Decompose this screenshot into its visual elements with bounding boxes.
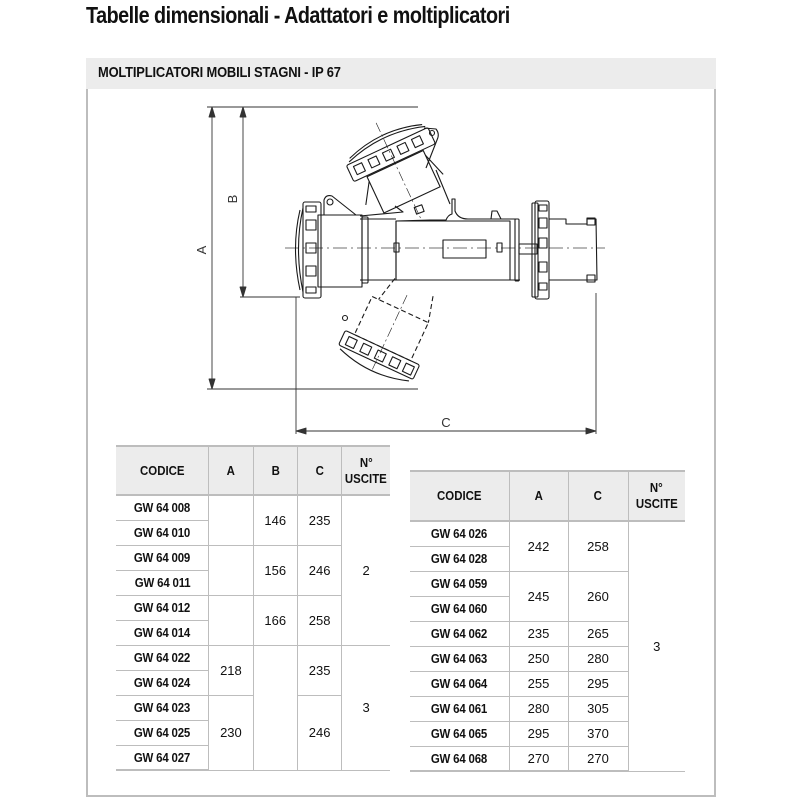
cell-c: 270 [568, 746, 628, 771]
cell-codice: GW 64 064 [410, 671, 509, 696]
dimensions-table-3-outlets [410, 470, 685, 772]
cell-codice: GW 64 028 [410, 546, 509, 571]
col-header-codice: CODICE [410, 471, 509, 521]
page-title: Tabelle dimensionali - Adattatori e moltiplicatori [86, 2, 510, 28]
dimension-label-a: A [194, 245, 209, 255]
cell-c: 265 [568, 621, 628, 646]
main-body [360, 199, 520, 280]
cell-codice: GW 64 061 [410, 696, 509, 721]
col-header-a: A [209, 446, 253, 495]
dimensions-table-2-3-outlets [116, 445, 390, 771]
cell-c: 246 [297, 545, 341, 595]
cell-b [253, 645, 297, 770]
cell-c: 258 [568, 521, 628, 571]
cell-a: 242 [509, 521, 568, 571]
table-row [410, 521, 685, 546]
section-title: MOLTIPLICATORI MOBILI STAGNI - IP 67 [98, 64, 341, 81]
cell-codice: GW 64 060 [410, 596, 509, 621]
dimension-label-c: C [441, 415, 451, 430]
cell-codice: GW 64 026 [410, 521, 509, 546]
cell-c: 260 [568, 571, 628, 621]
cell-codice: GW 64 022 [116, 645, 209, 670]
cell-a: 235 [509, 621, 568, 646]
cell-uscite: 3 [628, 521, 685, 771]
cell-codice: GW 64 068 [410, 746, 509, 771]
cell-codice: GW 64 065 [410, 721, 509, 746]
col-header-uscite: N° USCITE [342, 446, 390, 495]
cell-codice: GW 64 012 [116, 595, 209, 620]
cell-a: 255 [509, 671, 568, 696]
cell-a [209, 495, 253, 545]
cell-a: 230 [209, 695, 253, 770]
cell-a: 245 [509, 571, 568, 621]
cell-codice: GW 64 059 [410, 571, 509, 596]
col-header-c: C [297, 446, 341, 495]
cell-uscite: 3 [342, 645, 390, 770]
cell-c: 305 [568, 696, 628, 721]
cell-codice: GW 64 009 [116, 545, 209, 570]
col-header-c: C [568, 471, 628, 521]
cell-codice: GW 64 027 [116, 745, 209, 770]
cell-c: 370 [568, 721, 628, 746]
cell-c: 295 [568, 671, 628, 696]
cell-c: 280 [568, 646, 628, 671]
cell-b: 146 [253, 495, 297, 545]
table-row [116, 495, 390, 520]
cell-a [209, 545, 253, 595]
cell-b: 166 [253, 595, 297, 645]
cell-codice: GW 64 063 [410, 646, 509, 671]
cell-codice: GW 64 011 [116, 570, 209, 595]
cell-codice: GW 64 062 [410, 621, 509, 646]
cell-c: 258 [297, 595, 341, 645]
top-socket [335, 104, 461, 237]
cell-codice: GW 64 023 [116, 695, 209, 720]
cell-codice: GW 64 010 [116, 520, 209, 545]
cell-a: 218 [209, 645, 253, 695]
cell-codice: GW 64 024 [116, 670, 209, 695]
cell-c: 235 [297, 645, 341, 695]
cell-uscite: 2 [342, 495, 390, 645]
cell-b: 156 [253, 545, 297, 595]
col-header-uscite: N° USCITE [628, 471, 685, 521]
cell-codice: GW 64 025 [116, 720, 209, 745]
col-header-codice: CODICE [116, 446, 209, 495]
cell-codice: GW 64 014 [116, 620, 209, 645]
table-row [116, 645, 390, 670]
cell-a: 270 [509, 746, 568, 771]
cell-a: 295 [509, 721, 568, 746]
left-socket [296, 196, 369, 299]
cell-c: 235 [297, 495, 341, 545]
cell-a [209, 595, 253, 645]
cell-a: 280 [509, 696, 568, 721]
col-header-b: B [253, 446, 297, 495]
dimension-label-b: B [225, 194, 240, 204]
col-header-a: A [509, 471, 568, 521]
right-plug [515, 201, 597, 299]
cell-a: 250 [509, 646, 568, 671]
cell-codice: GW 64 008 [116, 495, 209, 520]
cell-c: 246 [297, 695, 341, 770]
